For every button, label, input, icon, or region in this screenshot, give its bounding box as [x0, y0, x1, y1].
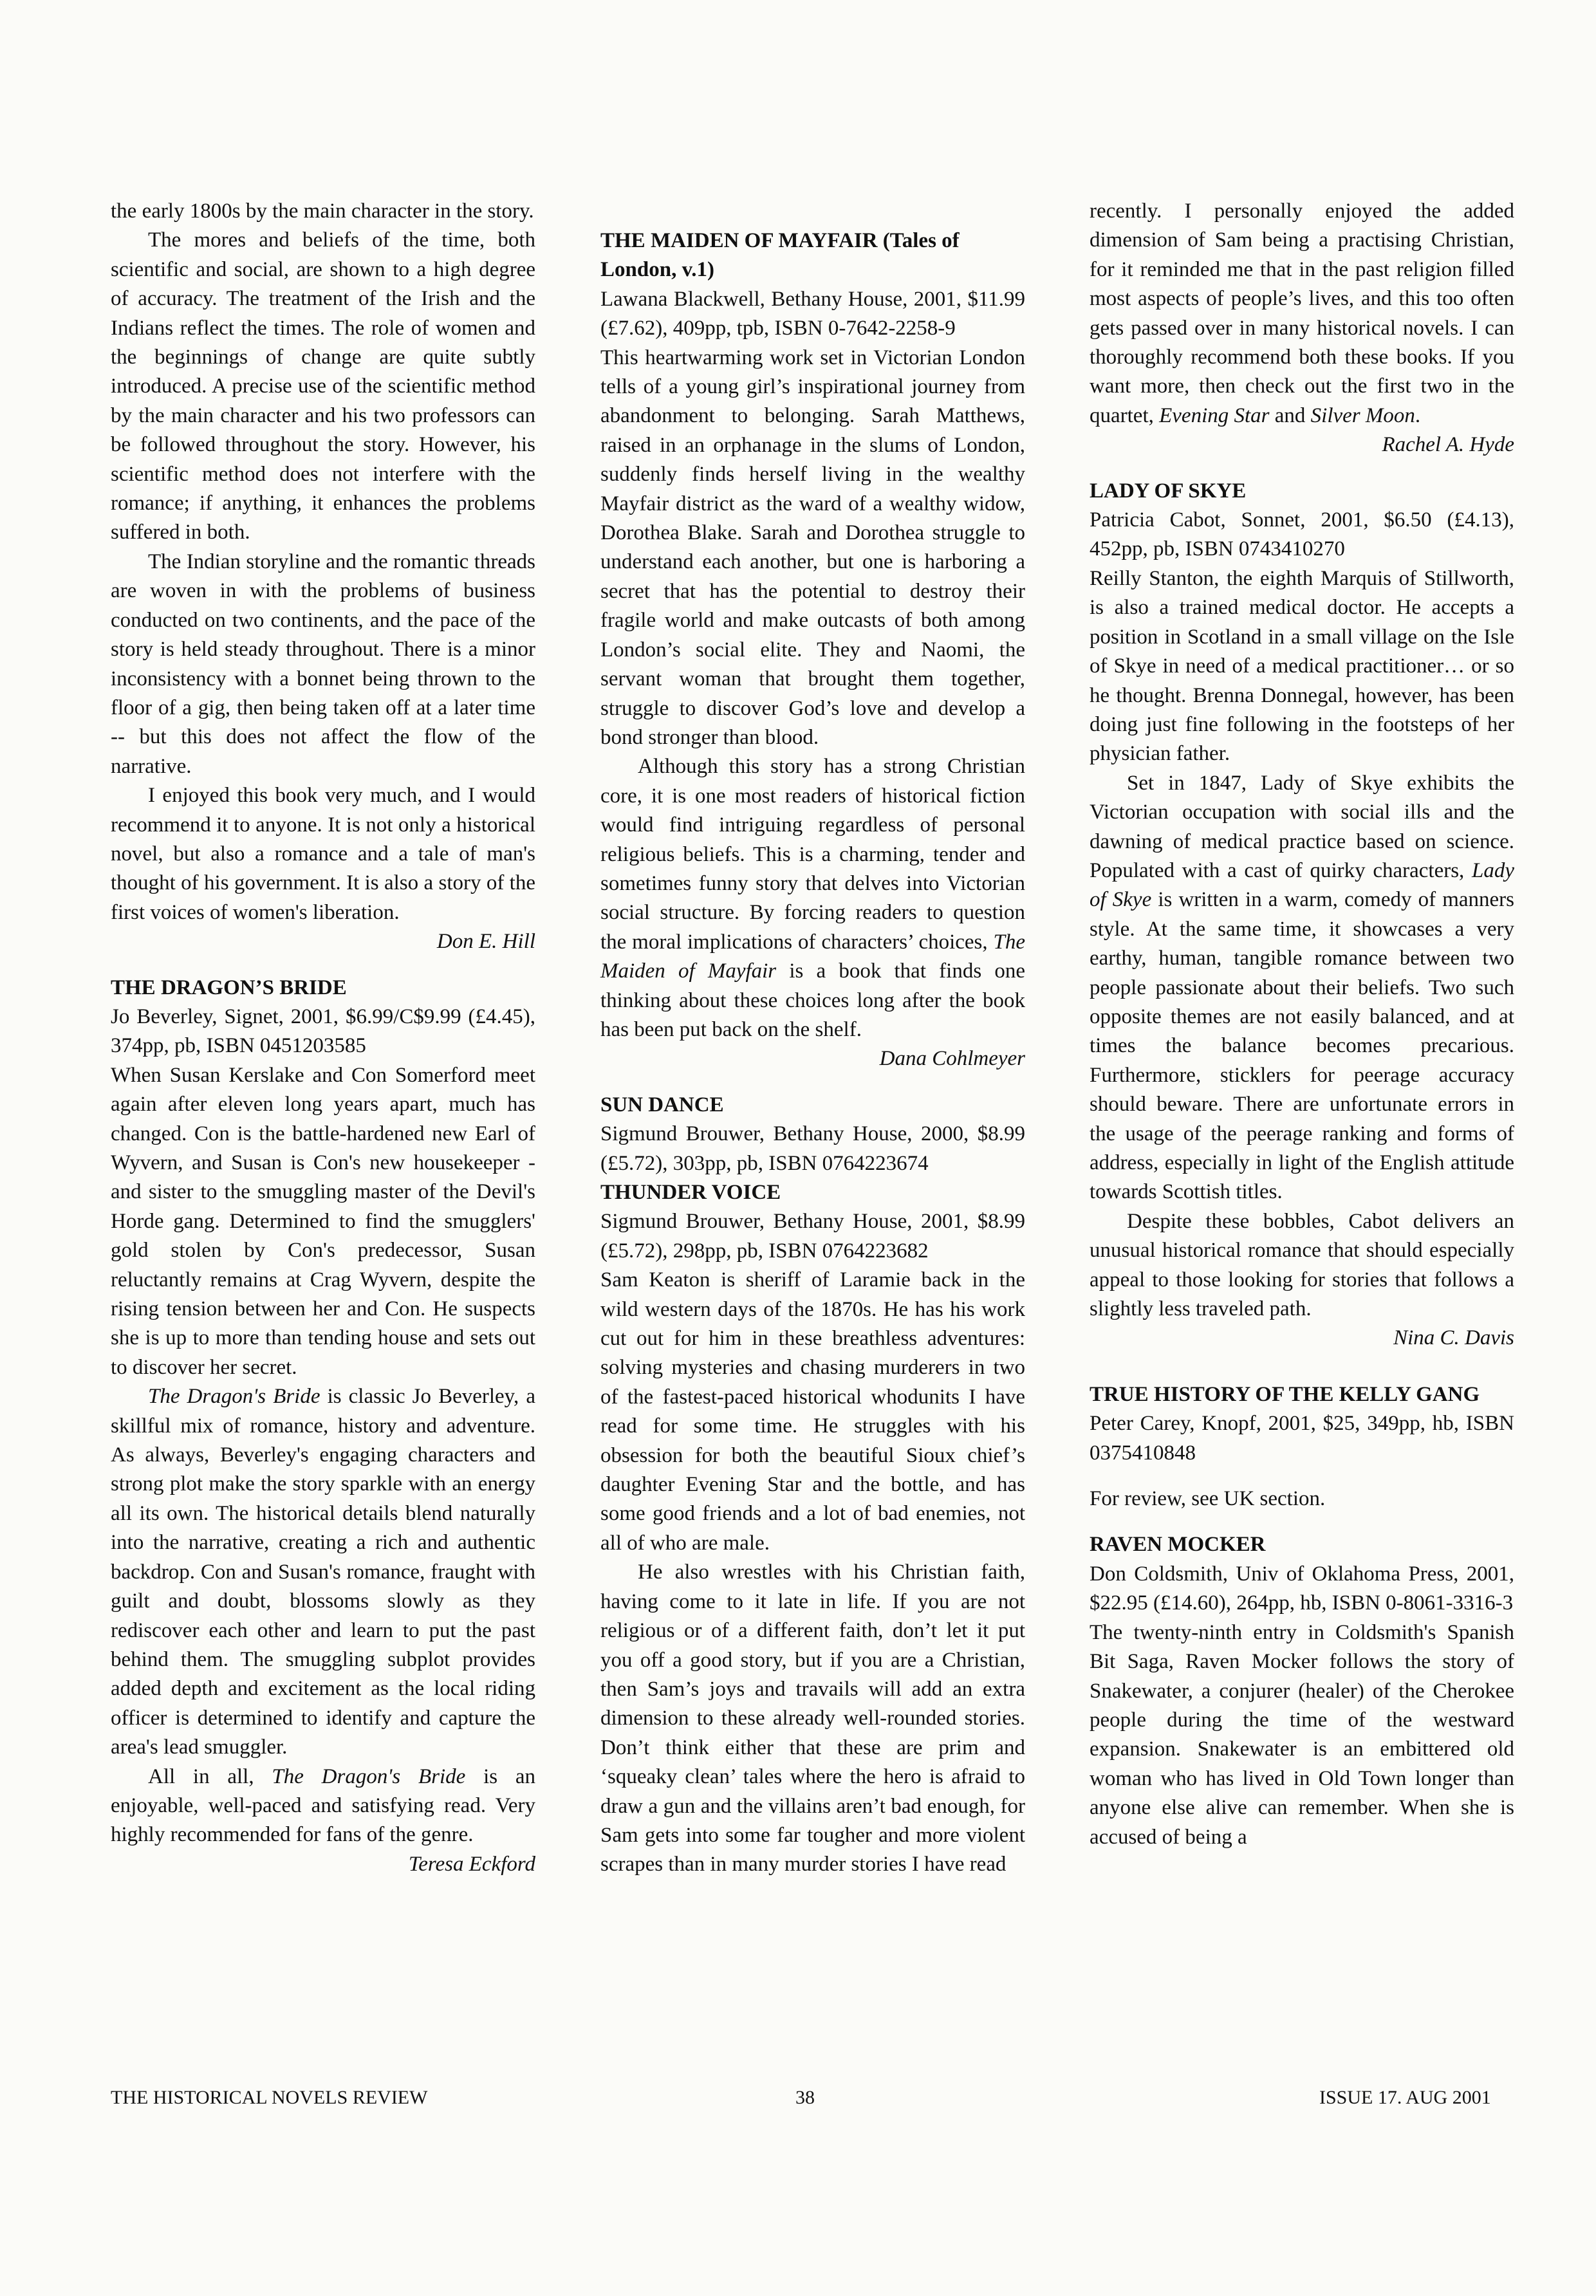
review-text — [1090, 769, 1514, 1207]
review-text-span: and — [1269, 403, 1311, 427]
review-text: Sam Keaton is sheriff of Laramie back in the wild western days of the 1870s. He has his work cut out for him in these breathless adventures: solving mysteries and chasing murderers in two of the fastest-paced historical whodunits I have read for some time. He struggles with his obsession for both the beautiful Sioux chief’s daughter Evening Star and the bottle, and has some good friends and a lot of bad enemies, not all of who are male. — [600, 1268, 1025, 1555]
review-text: The Indian storyline and the romantic threads are woven in with the problems of business conducted on two continents, and the pace of the story is held steady throughout. There is a minor inconsistency with a bonnet being thrown to the floor of a gig, then being taken off at a later time -- but this does not affect the flow of the narrative. — [111, 550, 535, 778]
review-text — [111, 1763, 535, 1850]
book-meta: Patricia Cabot, Sonnet, 2001, $6.50 (£4.13), 452pp, pb, ISBN 0743410270 — [1090, 508, 1514, 561]
book-title: THUNDER VOICE — [600, 1181, 781, 1204]
review-text-span: Set in 1847, Lady of Skye exhibits the Victorian occupation with social ills and the dawning of medical practice based on science. Populated with a cast of quirky characters, — [1090, 771, 1514, 882]
review-text: When Susan Kerslake and Con Somerford meet again after eleven long years apart, much has changed. Con is the battle-hardened new Earl of Wyvern, and Susan is Con's new housekeeper - and sister to the smuggling master of the Devil's Horde gang. Determined to find the smugglers' gold stolen by Con's predecessor, Susan reluctantly remains at Crag Wyvern, despite the rising tension between her and Con. He suspects she is up to more than tending house and sets out to discover her secret. — [111, 1063, 535, 1379]
review-text-span: is a book that finds one thinking about these choices long after the book has been put back on the shelf. — [600, 959, 1025, 1041]
review-text: The mores and beliefs of the time, both scientific and social, are shown to a high degree of accuracy. The treatment of the Irish and the Indians reflect the times. The role of women and the beginnings of change are quite subtly introduced. A precise use of the scientific method by the main character and his two professors can be followed throughout the story. However, his scientific method does not interfere with the romance; if anything, it enhances the problems suffered in both. — [111, 228, 535, 544]
footer-issue: ISSUE 17. AUG 2001 — [1319, 2087, 1491, 2108]
book-meta: Jo Beverley, Signet, 2001, $6.99/C$9.99 (£4.45), 374pp, pb, ISBN 0451203585 — [111, 1004, 535, 1058]
book-title-italic: The Dragon's Bride — [272, 1764, 466, 1788]
footer-publication: THE HISTORICAL NOVELS REVIEW — [111, 2087, 428, 2108]
review-text: For review, see UK section. — [1090, 1487, 1326, 1511]
book-title-italic: The Maiden of Mayfair — [600, 930, 1025, 983]
book-title: RAVEN MOCKER — [1090, 1533, 1266, 1557]
book-meta: Lawana Blackwell, Bethany House, 2001, $11.99 (£7.62), 409pp, tpb, ISBN 0-7642-2258-9 — [600, 287, 1025, 340]
review-text — [111, 1382, 535, 1762]
review-text-span: is classic Jo Beverley, a skillful mix of romance, history and adventure. As always, Beverley's engaging characters and strong plot make the story sparkle with an energy all its own. The historical details blend naturally into the narrative, creating a rich and authentic backdrop. Con and Susan's romance, fraught with guilt and doubt, blossoms slowly as they rediscover each other and learn to put the past behind them. The smuggling subplot provides added depth and excitement as the local riding officer is determined to identify and capture the area's lead smuggler. — [111, 1385, 535, 1759]
column-2 — [600, 197, 1025, 1880]
reviewer-signature: Rachel A. Hyde — [1382, 433, 1514, 457]
reviewer-signature: Nina C. Davis — [1393, 1326, 1514, 1350]
review-text — [600, 752, 1025, 1044]
review-text-span: . — [1415, 403, 1421, 427]
book-title: TRUE HISTORY OF THE KELLY GANG — [1090, 1382, 1480, 1406]
book-title: LADY OF SKYE — [1090, 479, 1247, 503]
column-1 — [111, 197, 535, 1879]
review-text: Reilly Stanton, the eighth Marquis of Stillworth, is also a trained medical doctor. He accepts a position in Scotland in a small village on the Isle of Skye in need of a medical practitioner… or so he thought. Brenna Donnegal, however, has been doing just fine following in the footsteps of her physician father. — [1090, 566, 1514, 766]
book-meta: Sigmund Brouwer, Bethany House, 2001, $8.99 (£5.72), 298pp, pb, ISBN 0764223682 — [600, 1210, 1025, 1263]
review-text: Despite these bobbles, Cabot delivers an unusual historical romance that should especially appeal to those looking for stories that follows a slightly less traveled path. — [1090, 1209, 1514, 1321]
book-title-italic: Lady of Skye — [1090, 858, 1514, 912]
review-text: The twenty-ninth entry in Coldsmith's Spanish Bit Saga, Raven Mocker follows the story of Snakewater, a conjurer (healer) of the Cherokee people during the time of the westward expansion. Snakewater is an embittered old woman who has lived in Old Town longer than anyone else alive can remember. When she is accused of being a — [1090, 1620, 1514, 1849]
book-title-italic: Silver Moon — [1310, 403, 1415, 427]
book-meta: Peter Carey, Knopf, 2001, $25, 349pp, hb, ISBN 0375410848 — [1090, 1412, 1514, 1465]
review-text-span: All in all, — [148, 1764, 272, 1788]
reviewer-signature: Teresa Eckford — [408, 1852, 535, 1876]
review-text-span: is an enjoyable, well-paced and satisfying read. Very highly recommended for fans of the genre. — [111, 1764, 535, 1847]
book-title: THE DRAGON’S BRIDE — [111, 976, 347, 999]
review-text: This heartwarming work set in Victorian London tells of a young girl’s inspirational journey from abandonment to belonging. Sarah Matthews, raised in an orphanage in the slums of London, suddenly finds herself living in the wealthy Mayfair district as the ward of a wealthy widow, Dorothea Blake. Sarah and Dorothea struggle to understand each another, but one is harboring a secret that has the potential to destroy their fragile world and make outcasts of both among London’s social elite. They and Naomi, the servant woman that brought them together, struggle to discover God’s love and develop a bond stronger than blood. — [600, 346, 1025, 749]
reviewer-signature: Don E. Hill — [436, 930, 535, 954]
book-meta: Sigmund Brouwer, Bethany House, 2000, $8.99 (£5.72), 303pp, pb, ISBN 0764223674 — [600, 1122, 1025, 1175]
book-title-italic: Evening Star — [1159, 403, 1270, 427]
review-text: I enjoyed this book very much, and I would recommend it to anyone. It is not only a historical novel, but also a romance and a tale of man's thought of his government. It is also a story of the first voices of women's liberation. — [111, 784, 535, 924]
reviewer-signature: Dana Cohlmeyer — [879, 1047, 1025, 1071]
review-text-span: is written in a warm, comedy of manners style. At the same time, it showcases a very earthy, human, tangible romance between two people passionate about their beliefs. Two such opposite themes are not easily balanced, and at times the balance becomes precarious. Furthermore, sticklers for peerage accuracy should beware. There are unfortunate errors in the usage of the peerage ranking and forms of address, especially in light of the English attitude towards Scottish titles. — [1090, 888, 1514, 1204]
book-title-italic: The Dragon's Bride — [148, 1385, 320, 1409]
book-title: SUN DANCE — [600, 1093, 724, 1116]
book-title: THE MAIDEN OF MAYFAIR (Tales of London, v.1) — [600, 229, 960, 282]
page-number: 38 — [795, 2087, 815, 2108]
review-text: the early 1800s by the main character in the story. — [111, 199, 534, 223]
book-meta: Don Coldsmith, Univ of Oklahoma Press, 2001, $22.95 (£14.60), 264pp, hb, ISBN 0-8061-3316-3 — [1090, 1562, 1514, 1615]
column-3 — [1090, 197, 1514, 1852]
review-text: He also wrestles with his Christian faith, having come to it late in life. If you are not religious or of a different faith, don’t let it put you off a good story, but if you are a Christian, then Sam’s joys and travails will add an extra dimension to these already well-rounded stories. Don’t think either that these are prim and ‘squeaky clean’ tales where the hero is afraid to draw a gun and the villains aren’t bad enough, for Sam gets into some far tougher and more violent scrapes than in many murder stories I have read — [600, 1560, 1025, 1876]
review-text — [1090, 197, 1514, 430]
review-text-span: Although this story has a strong Christian core, it is one most readers of historical fiction would find intriguing regardless of personal religious beliefs. This is a charming, tender and sometimes funny story that delves into Victorian social structure. By forcing readers to question the moral implications of characters’ choices, — [600, 755, 1025, 954]
review-text-span: recently. I personally enjoyed the added dimension of Sam being a practising Christian, for it reminded me that in the past religion filled most aspects of people’s lives, and this too often gets passed over in many historical novels. I can thoroughly recommend both these books. If you want more, then check out the first two in the quartet, — [1090, 199, 1514, 427]
